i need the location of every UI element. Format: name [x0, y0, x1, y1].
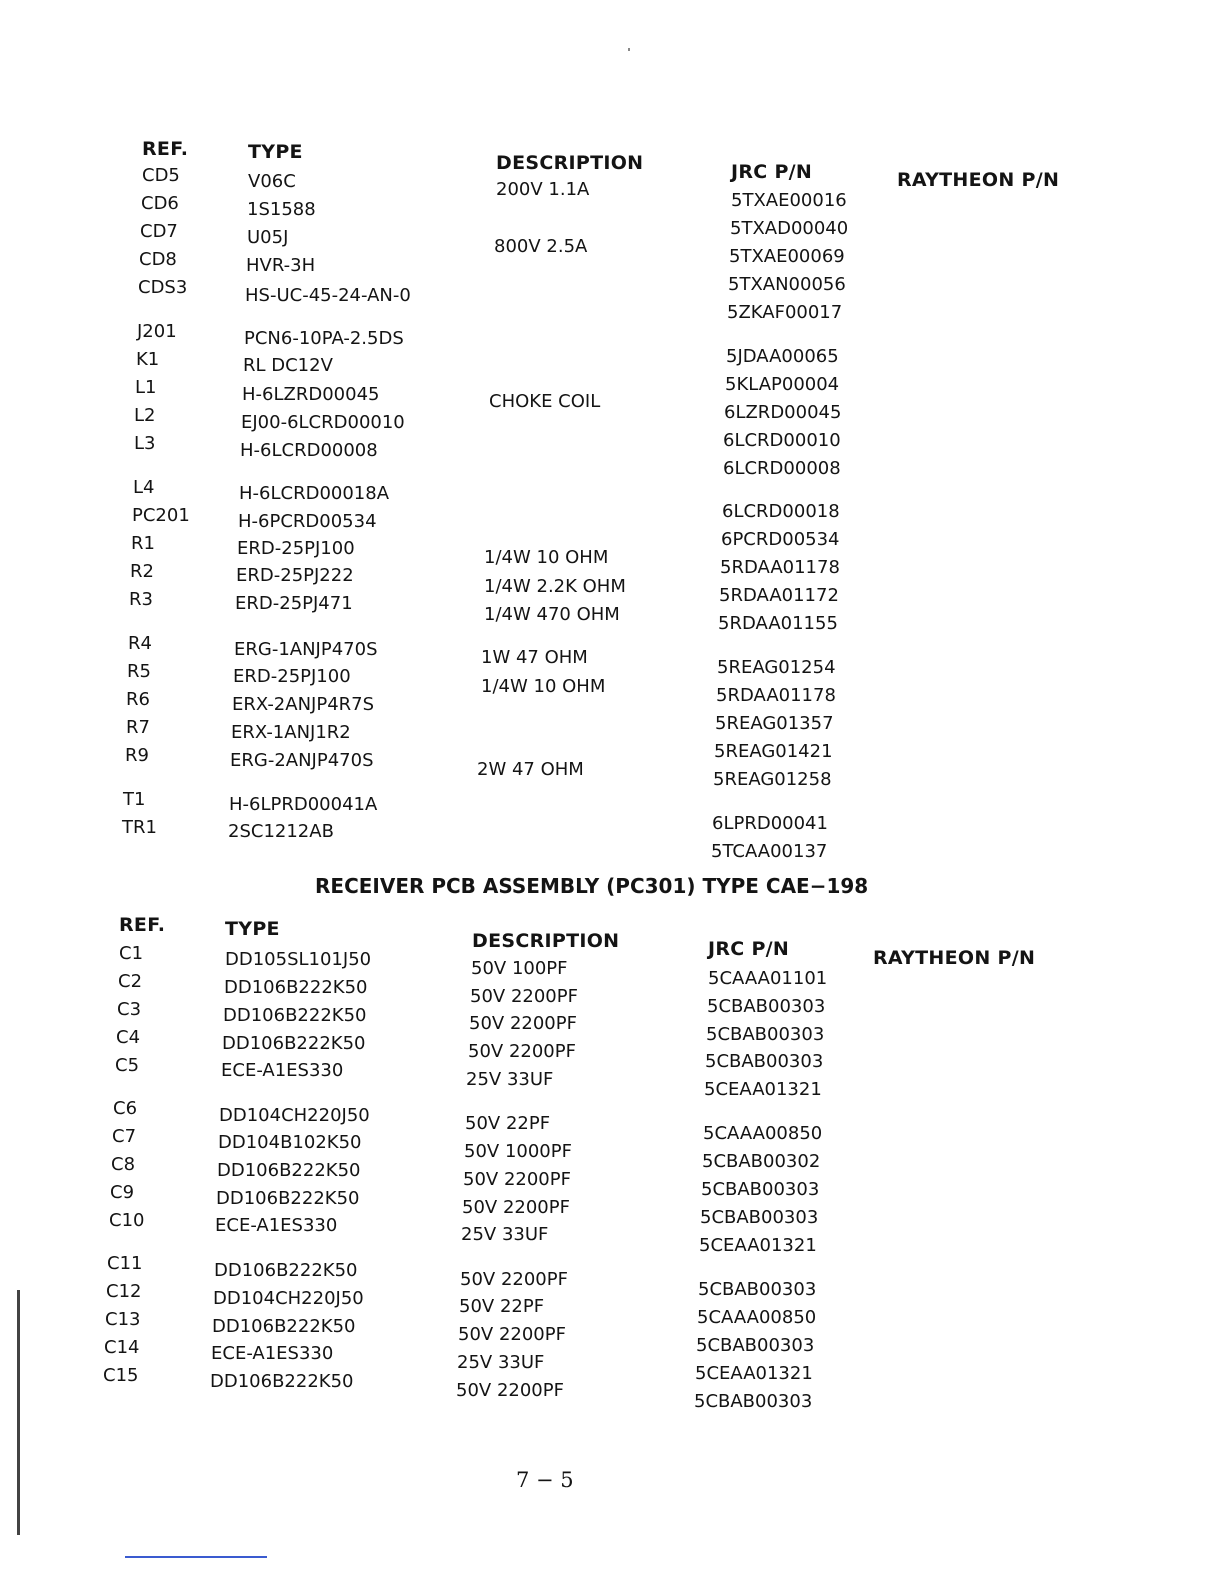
- section-title: RECEIVER PCB ASSEMBLY (PC301) TYPE CAE−198: [315, 874, 869, 898]
- jrc-pn-cell: 6LZRD00045: [724, 402, 842, 423]
- ref-cell: R9: [125, 745, 149, 766]
- t2-header-description: DESCRIPTION: [472, 930, 620, 952]
- type-cell: DD105SL101J50: [225, 949, 372, 970]
- jrc-pn-cell: 5CBAB00303: [700, 1207, 819, 1228]
- type-cell: ERX-2ANJP4R7S: [232, 694, 375, 715]
- t2-header-type: TYPE: [225, 918, 280, 940]
- description-cell: 25V 33UF: [466, 1069, 554, 1090]
- scan-speck: [628, 48, 630, 51]
- ref-cell: K1: [136, 349, 160, 370]
- page-number: 7 − 5: [516, 1468, 574, 1492]
- ref-cell: C13: [105, 1309, 141, 1330]
- type-cell: DD106B222K50: [223, 1005, 367, 1026]
- ref-cell: TR1: [122, 817, 157, 838]
- description-cell: CHOKE COIL: [489, 391, 601, 412]
- jrc-pn-cell: 5KLAP00004: [725, 374, 840, 395]
- jrc-pn-cell: 5CAAA00850: [697, 1307, 817, 1328]
- type-cell: HVR-3H: [246, 255, 316, 276]
- ref-cell: C14: [104, 1337, 140, 1358]
- description-cell: 50V 2200PF: [462, 1197, 570, 1218]
- jrc-pn-cell: 6LCRD00010: [723, 430, 841, 451]
- description-cell: 800V 2.5A: [494, 236, 588, 257]
- jrc-pn-cell: 5ZKAF00017: [727, 302, 843, 323]
- description-cell: 50V 2200PF: [469, 1013, 577, 1034]
- description-cell: 50V 2200PF: [456, 1380, 564, 1401]
- type-cell: ERD-25PJ100: [237, 538, 355, 559]
- jrc-pn-cell: 5CEAA01321: [699, 1235, 817, 1256]
- type-cell: H-6LPRD00041A: [229, 794, 378, 815]
- ref-cell: CD8: [139, 249, 177, 270]
- jrc-pn-cell: 5CAAA00850: [703, 1123, 823, 1144]
- type-cell: 2SC1212AB: [228, 821, 334, 842]
- description-cell: 50V 2200PF: [460, 1269, 568, 1290]
- ref-cell: L1: [135, 377, 157, 398]
- jrc-pn-cell: 5CBAB00303: [696, 1335, 815, 1356]
- ref-cell: C8: [111, 1154, 136, 1175]
- type-cell: ERD-25PJ222: [236, 565, 354, 586]
- description-cell: 50V 2200PF: [458, 1324, 566, 1345]
- type-cell: DD106B222K50: [222, 1033, 366, 1054]
- ref-cell: R2: [130, 561, 154, 582]
- jrc-pn-cell: 5REAG01254: [717, 657, 836, 678]
- t2-header-jrc: JRC P/N: [708, 938, 790, 960]
- type-cell: DD106B222K50: [216, 1188, 360, 1209]
- type-cell: PCN6-10PA-2.5DS: [244, 328, 404, 349]
- description-cell: 50V 2200PF: [470, 986, 578, 1007]
- jrc-pn-cell: 5RDAA01155: [718, 613, 838, 634]
- ref-cell: CD5: [142, 165, 180, 186]
- jrc-pn-cell: 5REAG01258: [713, 769, 832, 790]
- type-cell: H-6PCRD00534: [238, 511, 377, 532]
- ref-cell: C3: [117, 999, 142, 1020]
- type-cell: DD104CH220J50: [219, 1105, 370, 1126]
- type-cell: H-6LZRD00045: [242, 384, 380, 405]
- ref-cell: R4: [128, 633, 152, 654]
- ref-cell: R6: [126, 689, 150, 710]
- jrc-pn-cell: 5CBAB00303: [701, 1179, 820, 1200]
- type-cell: ERX-1ANJ1R2: [231, 722, 351, 743]
- type-cell: ERG-2ANJP470S: [230, 750, 374, 771]
- jrc-pn-cell: 5CBAB00303: [694, 1391, 813, 1412]
- type-cell: ECE-A1ES330: [221, 1060, 344, 1081]
- type-cell: ERG-1ANJP470S: [234, 639, 378, 660]
- description-cell: 25V 33UF: [457, 1352, 545, 1373]
- description-cell: 1/4W 10 OHM: [481, 676, 606, 697]
- jrc-pn-cell: 6PCRD00534: [721, 529, 840, 550]
- t1-header-ref: REF.: [142, 138, 189, 160]
- scan-footer-line: [125, 1556, 267, 1558]
- description-cell: 2W 47 OHM: [477, 759, 584, 780]
- type-cell: ECE-A1ES330: [211, 1343, 334, 1364]
- description-cell: 25V 33UF: [461, 1224, 549, 1245]
- ref-cell: CDS3: [138, 277, 188, 298]
- type-cell: DD106B222K50: [217, 1160, 361, 1181]
- ref-cell: C1: [119, 943, 144, 964]
- ref-cell: R7: [126, 717, 150, 738]
- scan-margin-line: [17, 1290, 20, 1535]
- ref-cell: C15: [103, 1365, 139, 1386]
- jrc-pn-cell: 5CBAB00303: [707, 996, 826, 1017]
- jrc-pn-cell: 6LPRD00041: [712, 813, 828, 834]
- type-cell: DD106B222K50: [214, 1260, 358, 1281]
- t1-header-description: DESCRIPTION: [496, 152, 644, 174]
- ref-cell: R1: [131, 533, 155, 554]
- jrc-pn-cell: 5CBAB00302: [702, 1151, 821, 1172]
- jrc-pn-cell: 5REAG01357: [715, 713, 834, 734]
- description-cell: 50V 22PF: [459, 1296, 545, 1317]
- description-cell: 200V 1.1A: [496, 179, 590, 200]
- description-cell: 50V 22PF: [465, 1113, 551, 1134]
- ref-cell: C2: [118, 971, 143, 992]
- type-cell: H-6LCRD00008: [240, 440, 378, 461]
- ref-cell: L2: [134, 405, 156, 426]
- type-cell: DD106B222K50: [210, 1371, 354, 1392]
- description-cell: 50V 100PF: [471, 958, 568, 979]
- ref-cell: C11: [107, 1253, 143, 1274]
- jrc-pn-cell: 5TXAD00040: [730, 218, 849, 239]
- ref-cell: C9: [110, 1182, 135, 1203]
- ref-cell: C5: [115, 1055, 140, 1076]
- jrc-pn-cell: 5REAG01421: [714, 741, 833, 762]
- jrc-pn-cell: 5CBAB00303: [706, 1024, 825, 1045]
- type-cell: ERD-25PJ471: [235, 593, 353, 614]
- ref-cell: C7: [112, 1126, 137, 1147]
- jrc-pn-cell: 6LCRD00008: [723, 458, 841, 479]
- jrc-pn-cell: 6LCRD00018: [722, 501, 840, 522]
- ref-cell: CD6: [141, 193, 179, 214]
- type-cell: ERD-25PJ100: [233, 666, 351, 687]
- ref-cell: L3: [134, 433, 156, 454]
- t1-header-type: TYPE: [248, 141, 303, 163]
- type-cell: DD106B222K50: [212, 1316, 356, 1337]
- type-cell: ECE-A1ES330: [215, 1215, 338, 1236]
- description-cell: 1W 47 OHM: [481, 647, 588, 668]
- type-cell: U05J: [247, 227, 289, 248]
- jrc-pn-cell: 5CEAA01321: [704, 1079, 822, 1100]
- ref-cell: R5: [127, 661, 151, 682]
- ref-cell: PC201: [132, 505, 190, 526]
- type-cell: DD104B102K50: [218, 1132, 362, 1153]
- t1-header-jrc: JRC P/N: [731, 161, 813, 183]
- type-cell: RL DC12V: [243, 355, 333, 376]
- jrc-pn-cell: 5TCAA00137: [711, 841, 828, 862]
- description-cell: 50V 1000PF: [464, 1141, 572, 1162]
- type-cell: 1S1588: [247, 199, 316, 220]
- type-cell: EJ00-6LCRD00010: [241, 412, 405, 433]
- t2-header-raytheon: RAYTHEON P/N: [873, 947, 1036, 969]
- ref-cell: C10: [109, 1210, 145, 1231]
- jrc-pn-cell: 5JDAA00065: [726, 346, 839, 367]
- ref-cell: R3: [129, 589, 153, 610]
- type-cell: DD106B222K50: [224, 977, 368, 998]
- jrc-pn-cell: 5CAAA01101: [708, 968, 828, 989]
- jrc-pn-cell: 5CBAB00303: [698, 1279, 817, 1300]
- jrc-pn-cell: 5TXAE00069: [729, 246, 845, 267]
- type-cell: H-6LCRD00018A: [239, 483, 390, 504]
- jrc-pn-cell: 5CBAB00303: [705, 1051, 824, 1072]
- t1-header-raytheon: RAYTHEON P/N: [897, 169, 1060, 191]
- description-cell: 50V 2200PF: [463, 1169, 571, 1190]
- jrc-pn-cell: 5RDAA01172: [719, 585, 839, 606]
- ref-cell: L4: [133, 477, 155, 498]
- ref-cell: T1: [123, 789, 146, 810]
- ref-cell: C12: [106, 1281, 142, 1302]
- jrc-pn-cell: 5TXAN00056: [728, 274, 846, 295]
- type-cell: DD104CH220J50: [213, 1288, 364, 1309]
- description-cell: 1/4W 2.2K OHM: [484, 576, 626, 597]
- ref-cell: C4: [116, 1027, 141, 1048]
- jrc-pn-cell: 5TXAE00016: [731, 190, 847, 211]
- description-cell: 50V 2200PF: [468, 1041, 576, 1062]
- ref-cell: C6: [113, 1098, 138, 1119]
- type-cell: HS-UC-45-24-AN-0: [245, 285, 411, 306]
- t2-header-ref: REF.: [119, 914, 166, 936]
- ref-cell: J201: [137, 321, 177, 342]
- ref-cell: CD7: [140, 221, 178, 242]
- jrc-pn-cell: 5RDAA01178: [720, 557, 840, 578]
- jrc-pn-cell: 5CEAA01321: [695, 1363, 813, 1384]
- jrc-pn-cell: 5RDAA01178: [716, 685, 836, 706]
- description-cell: 1/4W 470 OHM: [484, 604, 620, 625]
- type-cell: V06C: [248, 171, 296, 192]
- description-cell: 1/4W 10 OHM: [484, 547, 609, 568]
